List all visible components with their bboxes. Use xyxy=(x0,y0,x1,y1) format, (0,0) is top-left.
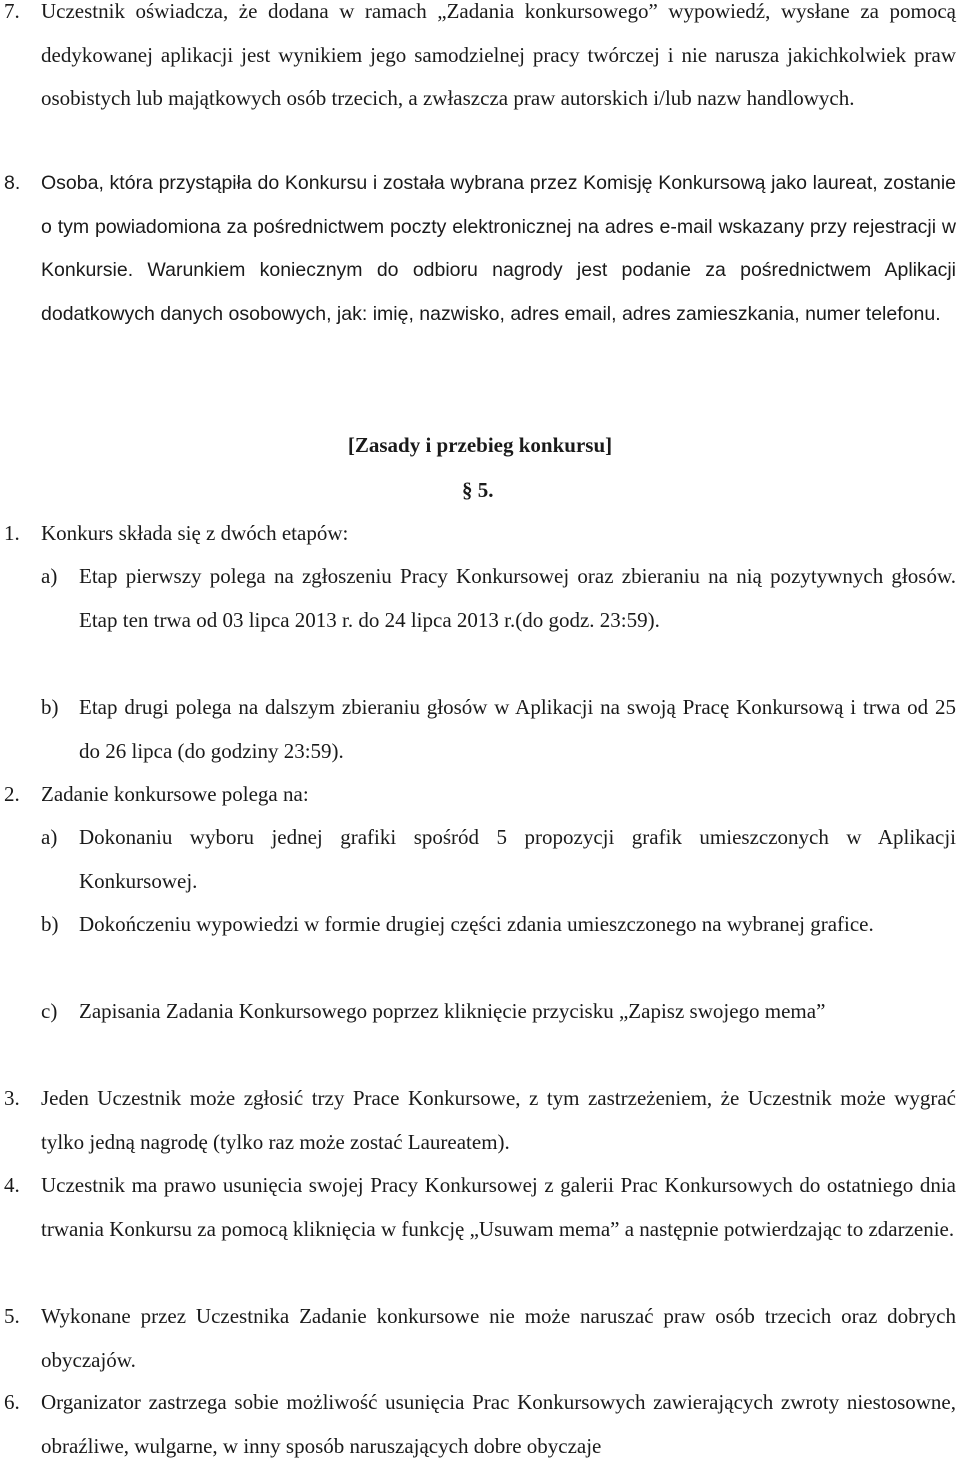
item-text-part-b: Warunkiem koniecznym do odbioru nagrody jest podanie za pośrednictwem Aplikacji dodatkowych danych osobowych, jak: imię, nazwisko, adres email, adres zamieszkania, numer telefonu. xyxy=(41,259,956,325)
sub-item-text: Dokonaniu wyboru jednej grafiki spośród 5 propozycji grafik umieszczonych w Aplikacji Konkursowej. xyxy=(79,825,956,893)
sub-item-1b xyxy=(41,686,956,773)
sub-item-label: a) xyxy=(41,825,58,849)
item-text: Jeden Uczestnik może zgłosić trzy Prace Konkursowe, z tym zastrzeżeniem, że Uczestnik może wygrać tylko jedną nagrodę (tylko raz może zostać Laureatem). xyxy=(41,1086,956,1154)
item-number: 1. xyxy=(4,521,20,545)
list-item-2 xyxy=(4,773,956,817)
sub-item-label: a) xyxy=(41,564,58,588)
item-number: 2. xyxy=(4,782,20,806)
sub-item-2b xyxy=(41,903,956,947)
list-item-1 xyxy=(4,512,956,556)
sub-item-label: b) xyxy=(41,912,59,936)
sub-item-text: Zapisania Zadania Konkursowego poprzez kliknięcie przycisku „Zapisz swojego mema” xyxy=(79,999,826,1023)
sub-item-1a xyxy=(41,555,956,642)
list-item-3 xyxy=(4,1077,956,1164)
item-text: Zadanie konkursowe polega na: xyxy=(41,782,309,806)
item-text: Organizator zastrzega sobie możliwość usunięcia Prac Konkursowych zawierających zwroty niestosowne, obraźliwe, wulgarne, w inny sposób naruszających dobre obyczaje xyxy=(41,1390,956,1458)
sub-item-label: c) xyxy=(41,999,58,1023)
list-item-5 xyxy=(4,1295,956,1382)
item-number: 6. xyxy=(4,1390,20,1414)
list-item-4 xyxy=(4,1164,956,1251)
item-number: 3. xyxy=(4,1086,20,1110)
section-number: § 5. xyxy=(462,478,494,502)
item-number: 5. xyxy=(4,1304,20,1328)
item-number: 4. xyxy=(4,1173,20,1197)
list-item-8 xyxy=(4,162,956,336)
list-item-7 xyxy=(4,0,956,121)
sub-item-2c xyxy=(41,990,956,1034)
section-title: [Zasady i przebieg konkursu] xyxy=(347,433,613,457)
list-item-6 xyxy=(4,1381,956,1468)
sub-item-text: Etap pierwszy polega na zgłoszeniu Pracy Konkursowej oraz zbieraniu na nią pozytywnych głosów. Etap ten trwa od 03 lipca 2013 r. do 24 lipca 2013 r.(do godz. 23:59). xyxy=(79,564,956,632)
item-text: Uczestnik ma prawo usunięcia swojej Pracy Konkursowej z galerii Prac Konkursowych do ostatniego dnia trwania Konkursu za pomocą kliknięcia w funkcję „Usuwam mema” a następnie potwierdzając to zdarzenie. xyxy=(41,1173,956,1241)
item-text: Konkurs składa się z dwóch etapów: xyxy=(41,521,349,545)
sub-item-text: Dokończeniu wypowiedzi w formie drugiej części zdania umieszczonego na wybranej grafice. xyxy=(79,912,874,936)
sub-item-text: Etap drugi polega na dalszym zbieraniu głosów w Aplikacji na swoją Pracę Konkursową i trwa od 25 do 26 lipca (do godziny 23:59). xyxy=(79,695,956,763)
item-text: Wykonane przez Uczestnika Zadanie konkursowe nie może naruszać praw osób trzecich oraz dobrych obyczajów. xyxy=(41,1304,956,1372)
sub-item-2a xyxy=(41,816,956,903)
item-text: Uczestnik oświadcza, że dodana w ramach „Zadania konkursowego” wypowiedź, wysłane za pomocą dedykowanej aplikacji jest wynikiem jego samodzielnej pracy twórczej i nie narusza jakichkolwiek praw osobistych lub majątkowych osób trzecich, a zwłaszcza praw autorskich i/lub nazw handlowych. xyxy=(41,0,956,110)
item-number: 7. xyxy=(4,0,20,23)
sub-item-label: b) xyxy=(41,695,59,719)
item-text-part-a: Osoba, która przystąpiła do Konkursu i została wybrana przez Komisję Konkursową jako laureat, zostanie o tym powiadomiona za pośrednictwem poczty elektronicznej na adres e-mail wskazany przy rejestracji w Konkursie. xyxy=(41,172,956,281)
item-number: 8. xyxy=(4,172,21,194)
